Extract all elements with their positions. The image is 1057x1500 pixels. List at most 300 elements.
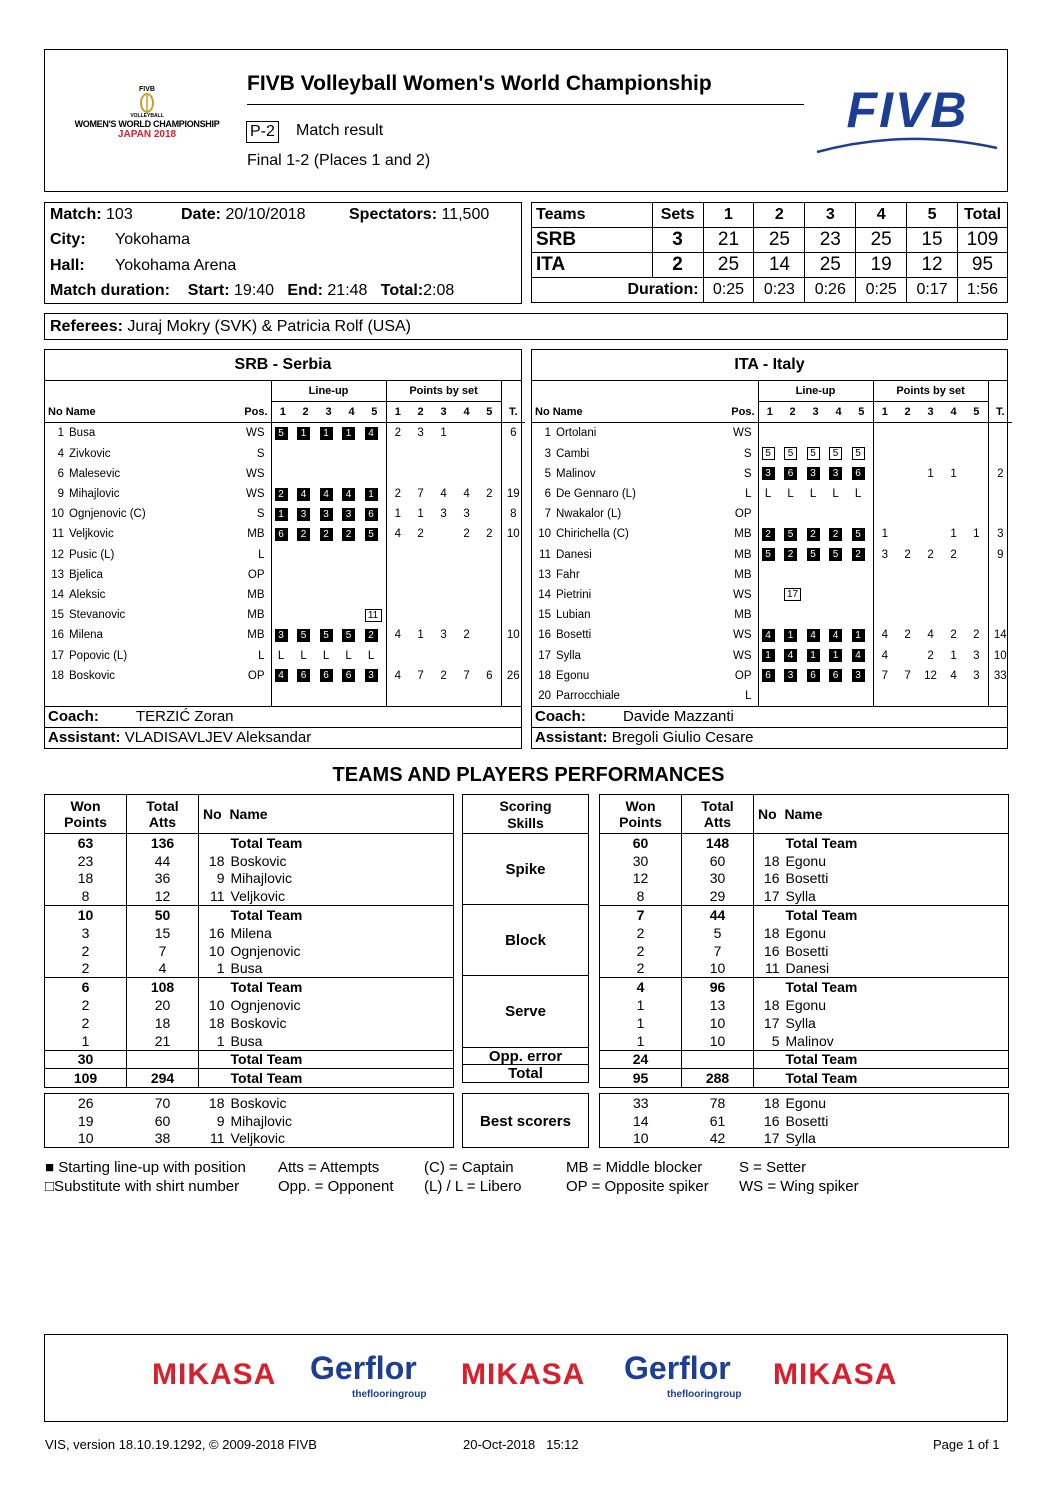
- set-points: [873, 464, 896, 484]
- lineup-cell: [271, 545, 386, 565]
- won-points: 2: [600, 960, 682, 978]
- total-player-points: [501, 444, 525, 464]
- set-points: 1: [440, 427, 447, 440]
- set-points: 2: [417, 528, 424, 541]
- perf-table: [599, 794, 1009, 1088]
- player-name: Egonu: [785, 852, 826, 869]
- player-position: MB: [217, 524, 271, 544]
- total-player-points: 2: [997, 467, 1004, 480]
- total-atts: 5: [682, 924, 754, 942]
- starting-position-box: 6: [297, 669, 310, 682]
- total-atts: 60: [154, 1112, 171, 1129]
- score-row-srb: [532, 228, 1008, 253]
- player-name: Danesi: [556, 548, 592, 561]
- won-points: 10: [77, 1130, 94, 1147]
- set-points: 4: [881, 649, 888, 662]
- player-name: Total Team: [784, 1050, 1009, 1069]
- total-atts: 10: [682, 1014, 754, 1032]
- perf-row: [600, 834, 1009, 852]
- set-points: 1: [950, 467, 957, 480]
- set-score: 25: [856, 228, 907, 253]
- starting-position-box: 2: [297, 528, 310, 541]
- won-points: 2: [600, 924, 682, 942]
- starting-position-box: 5: [365, 528, 378, 541]
- set-points: 4: [881, 629, 888, 642]
- total-atts: 10: [682, 1032, 754, 1050]
- assistant-label: Assistant:: [48, 729, 121, 746]
- player-row: [532, 666, 1012, 686]
- set-points: 2: [478, 484, 501, 504]
- player-row: [532, 423, 1012, 444]
- starting-position-box: 2: [320, 528, 333, 541]
- lineup-cell: [271, 423, 386, 444]
- player-number: 18: [538, 669, 551, 682]
- mikasa-logo: MIKASA: [152, 1358, 277, 1391]
- starting-position-box: 6: [784, 467, 797, 480]
- set-points: [919, 444, 942, 464]
- atts-label: Atts: [703, 814, 732, 830]
- set-points: [873, 444, 896, 464]
- date-row: Date: 20/10/2018: [181, 206, 306, 223]
- player-name: Bosetti: [785, 1112, 829, 1129]
- lineup-cell: [271, 464, 386, 484]
- footer-version: VIS, version 18.10.19.1292, © 2009-2018 FIVB: [45, 1437, 317, 1452]
- score-header: Total: [958, 203, 1008, 228]
- lineup-cell: [271, 666, 386, 686]
- starting-position-box: 4: [297, 488, 310, 501]
- player-position: WS: [217, 484, 271, 504]
- perf-row: [45, 960, 454, 978]
- won-points: 1: [45, 1032, 127, 1050]
- player-name: Total Team: [229, 834, 454, 852]
- set-points: [478, 645, 501, 665]
- fivb-logo-text: FIVB: [846, 82, 969, 138]
- set-header: 5: [363, 402, 386, 423]
- starting-position-box: 4: [784, 649, 797, 662]
- perf-row: [600, 870, 1009, 888]
- player-name: Pietrini: [556, 588, 592, 601]
- set-points: 2: [927, 649, 934, 662]
- set-points: 2: [394, 488, 401, 501]
- set-points: [919, 605, 942, 625]
- score-header: 4: [856, 203, 907, 228]
- total-atts: 288: [682, 1069, 754, 1088]
- total-player-points: [501, 545, 525, 565]
- set-score: 15: [907, 228, 958, 253]
- legend-opp: Opp. = Opponent: [278, 1178, 394, 1195]
- lineup-cell: [758, 625, 873, 645]
- set-score: 14: [754, 253, 805, 278]
- player-number: 1: [216, 1032, 225, 1049]
- lineup-cell: [271, 625, 386, 645]
- referees-label: Referees:: [50, 318, 123, 335]
- player-name: Ognjenovic (C): [69, 508, 146, 521]
- player-name: Bjelica: [69, 568, 103, 581]
- set-points: [478, 686, 501, 706]
- set-points: [386, 464, 409, 484]
- lineup-cell: [271, 444, 386, 464]
- set-header: 1: [271, 402, 294, 423]
- lineup-cell: [271, 686, 386, 706]
- lineup-cell: [271, 484, 386, 504]
- set-points: 3: [440, 508, 447, 521]
- total-duration: 1:56: [958, 278, 1008, 303]
- no-name-header: No Name: [199, 795, 454, 834]
- perf-row: [600, 924, 1009, 942]
- libero-mark: L: [367, 649, 375, 662]
- total-label: Total: [146, 798, 179, 814]
- player-number: 18: [763, 852, 780, 869]
- player-name: Ortolani: [556, 427, 597, 440]
- footer-timestamp: 20-Oct-2018 15:12: [463, 1437, 579, 1452]
- set-points: [919, 565, 942, 585]
- set-points: [478, 585, 501, 605]
- total-atts: 78: [709, 1094, 726, 1111]
- player-name: Egonu: [785, 1094, 826, 1111]
- player-name: Total Team: [229, 978, 454, 996]
- substitute-box: 5: [784, 447, 797, 460]
- hall-value: Yokohama Arena: [115, 257, 237, 274]
- won-points: 95: [600, 1069, 682, 1088]
- perf-row: [45, 834, 454, 852]
- player-row: [532, 565, 1012, 585]
- assistant-row: [45, 727, 521, 748]
- player-number: 18: [763, 997, 780, 1014]
- total-player-points: 6: [510, 427, 517, 440]
- blank-cell: [501, 381, 525, 402]
- coach-name: Davide Mazzanti: [623, 708, 734, 725]
- fivb-logo: [815, 82, 1000, 157]
- performance-table-left: [44, 794, 453, 1088]
- set-points: [942, 565, 965, 585]
- player-number: 11: [764, 960, 780, 977]
- player-number: 14: [538, 588, 551, 601]
- total-atts: 10: [682, 960, 754, 978]
- best-scorer-row: [45, 1094, 454, 1112]
- set-header: 4: [942, 402, 965, 423]
- won-points: 30: [600, 852, 682, 870]
- won-points: 18: [45, 870, 127, 888]
- total-atts: 7: [682, 942, 754, 960]
- volleyball-icon: [136, 93, 158, 113]
- points-by-set-header: Points by set: [873, 381, 988, 402]
- score-table: [531, 202, 1008, 303]
- event-logo: [62, 86, 232, 156]
- player-row: [45, 484, 525, 504]
- t-header: T.: [501, 402, 525, 423]
- total-atts: 38: [154, 1130, 171, 1147]
- player-row: [45, 585, 525, 605]
- set-points: 4: [394, 629, 401, 642]
- perf-row: [600, 887, 1009, 905]
- set-points: [432, 444, 455, 464]
- set-points: 2: [463, 528, 470, 541]
- set-points: [455, 686, 478, 706]
- player-position: WS: [704, 585, 758, 605]
- set-points: 2: [394, 427, 401, 440]
- player-row: [532, 484, 1012, 504]
- starting-position-box: 3: [762, 467, 775, 480]
- player-position: L: [217, 545, 271, 565]
- perf-table: [44, 794, 454, 1088]
- player-name: Malinov: [785, 1032, 834, 1049]
- set-points: [896, 645, 919, 665]
- player-position: MB: [217, 625, 271, 645]
- starting-position-box: 4: [365, 427, 378, 440]
- set-score: 21: [703, 228, 754, 253]
- coach-row: [532, 706, 1007, 727]
- player-number: 1: [216, 960, 225, 977]
- player-number: [754, 906, 784, 924]
- scoring-skills-column: [462, 794, 589, 1083]
- set-points: [896, 565, 919, 585]
- player-number: 10: [51, 508, 64, 521]
- pos-header: Pos.: [704, 402, 758, 423]
- set-points: [942, 605, 965, 625]
- player-number: 10: [208, 942, 225, 959]
- player-position: WS: [704, 423, 758, 444]
- starting-position-box: 5: [807, 548, 820, 561]
- set-header: 4: [455, 402, 478, 423]
- player-position: L: [217, 645, 271, 665]
- set-points: 1: [394, 508, 401, 521]
- set-points: [965, 565, 988, 585]
- total-player-points: [501, 464, 525, 484]
- player-number: [754, 1069, 784, 1088]
- player-name: Mihajlovic: [230, 870, 292, 887]
- won-points: 109: [45, 1069, 127, 1088]
- set-points: [919, 524, 942, 544]
- total-player-points: [988, 686, 1012, 706]
- set-points: [478, 423, 501, 444]
- won-points: 26: [77, 1094, 94, 1111]
- starting-position-box: 5: [342, 629, 355, 642]
- set-header: 3: [317, 402, 340, 423]
- perf-row: [600, 942, 1009, 960]
- set-score: 25: [805, 253, 856, 278]
- starting-position-box: 1: [275, 508, 288, 521]
- coach-row: [45, 706, 521, 727]
- starting-position-box: 2: [275, 488, 288, 501]
- city-label: City:: [50, 231, 86, 248]
- player-position: L: [704, 686, 758, 706]
- player-number: 17: [763, 1014, 780, 1031]
- starting-position-box: 1: [342, 427, 355, 440]
- score-header: Sets: [652, 203, 703, 228]
- set-points: [478, 504, 501, 524]
- skill-spike: Spike: [462, 834, 589, 905]
- player-name: Nwakalor (L): [556, 508, 622, 521]
- set-score: 25: [754, 228, 805, 253]
- best-scorer-row: [600, 1094, 1009, 1112]
- set-duration: 0:25: [703, 278, 754, 303]
- player-row: [45, 666, 525, 686]
- set-points: 2: [463, 629, 470, 642]
- player-number: 17: [763, 1130, 780, 1147]
- starting-position-box: 3: [829, 467, 842, 480]
- total-player-points: 8: [510, 508, 517, 521]
- set-points: 1: [950, 528, 957, 541]
- substitute-box: 5: [807, 447, 820, 460]
- won-points: 33: [632, 1094, 649, 1111]
- set-points: 3: [881, 548, 888, 561]
- total-atts: 7: [127, 942, 199, 960]
- lineup-cell: [758, 464, 873, 484]
- lineup-cell: [758, 524, 873, 544]
- referees-row: [50, 318, 411, 336]
- won-label: Won: [625, 798, 656, 814]
- player-number: 11: [209, 1130, 225, 1147]
- set-points: [478, 464, 501, 484]
- set-points: [386, 545, 409, 565]
- set-points: 7: [417, 669, 424, 682]
- player-name: Malinov: [556, 467, 596, 480]
- set-duration: 0:17: [907, 278, 958, 303]
- player-number: [199, 906, 229, 924]
- set-points: 4: [463, 488, 470, 501]
- player-position: S: [217, 504, 271, 524]
- won-points: 8: [600, 887, 682, 905]
- player-position: [217, 686, 271, 706]
- perf-row: [600, 996, 1009, 1014]
- set-points: 4: [950, 669, 957, 682]
- player-row: [45, 605, 525, 625]
- performances-title: TEAMS AND PLAYERS PERFORMANCES: [332, 764, 725, 786]
- gerflor-logo: Gerflor: [310, 1350, 417, 1386]
- lineup-cell: [758, 585, 873, 605]
- player-row: [45, 686, 525, 706]
- substitute-box: 17: [784, 588, 801, 601]
- roster-table: [45, 381, 525, 706]
- set-points: [942, 686, 965, 706]
- best-table: [44, 1093, 454, 1148]
- gerflor-logo: Gerflor: [624, 1350, 731, 1386]
- event-logo-line2: JAPAN 2018: [117, 129, 177, 140]
- player-position: WS: [217, 464, 271, 484]
- player-position: MB: [217, 585, 271, 605]
- match-date: 20/10/2018: [225, 206, 306, 223]
- player-name: Danesi: [785, 960, 830, 977]
- perf-row: [45, 924, 454, 942]
- total-player-points: 10: [506, 528, 520, 541]
- starting-position-box: 4: [852, 649, 865, 662]
- perf-row: [600, 1069, 1009, 1088]
- best-scorer-row: [600, 1112, 1009, 1130]
- set-points: [873, 484, 896, 504]
- set-points: [409, 545, 432, 565]
- lineup-header: Line-up: [271, 381, 386, 402]
- starting-position-box: 6: [342, 669, 355, 682]
- spectators-count: 11,500: [441, 206, 490, 223]
- gerflor-tagline: theflooringroup: [667, 1389, 742, 1400]
- total-player-points: [501, 605, 525, 625]
- player-row: [532, 585, 1012, 605]
- starting-position-box: 3: [320, 508, 333, 521]
- player-name: Boskovic: [230, 852, 287, 869]
- total-atts: 36: [127, 870, 199, 888]
- total-player-points: 19: [506, 488, 520, 501]
- player-name: Mihajlovic: [69, 488, 120, 501]
- no-name-header: No Name: [45, 402, 217, 423]
- total-atts: [682, 1050, 754, 1069]
- player-row: [45, 545, 525, 565]
- end-time: 21:48: [327, 282, 368, 299]
- total-player-points: [501, 645, 525, 665]
- lineup-header: Line-up: [758, 381, 873, 402]
- starting-position-box: 4: [807, 629, 820, 642]
- player-position: L: [704, 484, 758, 504]
- set-points: [432, 524, 455, 544]
- lineup-cell: [758, 423, 873, 444]
- event-logo-top: FIVB: [139, 86, 155, 93]
- total-player-points: 14: [993, 629, 1007, 642]
- starting-position-box: 1: [762, 649, 775, 662]
- starting-position-box: 1: [852, 629, 865, 642]
- player-number: [45, 686, 67, 706]
- starting-position-box: 5: [320, 629, 333, 642]
- lineup-cell: [758, 605, 873, 625]
- player-position: MB: [704, 524, 758, 544]
- total-time: 2:08: [423, 282, 455, 299]
- set-points: [873, 504, 896, 524]
- roster-ita: [531, 349, 1008, 749]
- player-number: 9: [57, 488, 64, 501]
- player-position: OP: [217, 565, 271, 585]
- set-header: 1: [386, 402, 409, 423]
- set-points: [432, 464, 455, 484]
- won-points: 2: [600, 942, 682, 960]
- document-type: Match result: [296, 122, 384, 139]
- player-name: Egonu: [556, 669, 590, 682]
- event-logo-middle: VOLLEYBALL: [130, 113, 164, 119]
- player-number: 16: [763, 1112, 780, 1129]
- won-points: 2: [45, 960, 127, 978]
- player-number: 18: [763, 1094, 780, 1111]
- set-header: 2: [781, 402, 804, 423]
- starting-position-box: 6: [365, 508, 378, 521]
- won-points: 1: [600, 996, 682, 1014]
- set-points: 3: [965, 666, 988, 686]
- set-points: [965, 605, 988, 625]
- perf-row: [45, 1032, 454, 1050]
- set-header: 3: [432, 402, 455, 423]
- set-points: [455, 545, 478, 565]
- player-name: Total Team: [784, 978, 1009, 996]
- set-points: [432, 545, 455, 565]
- won-points-header: [600, 795, 682, 834]
- player-number: [754, 834, 784, 852]
- perf-row: [45, 978, 454, 996]
- set-points: [873, 686, 896, 706]
- set-points: [478, 565, 501, 585]
- total-points: 95: [958, 253, 1008, 278]
- total-atts: [127, 1050, 199, 1069]
- player-name: Ognjenovic: [230, 997, 301, 1014]
- player-number: 13: [51, 568, 64, 581]
- player-name: Lubian: [556, 609, 591, 622]
- starting-position-box: 6: [807, 669, 820, 682]
- set-points: 3: [965, 645, 988, 665]
- starting-position-box: 2: [365, 629, 378, 642]
- total-player-points: [988, 565, 1012, 585]
- player-name: Malesevic: [69, 467, 121, 480]
- player-number: 10: [208, 997, 225, 1014]
- player-number: 17: [538, 649, 551, 662]
- set-score: 25: [703, 253, 754, 278]
- set-header: 5: [850, 402, 873, 423]
- team-code: ITA: [532, 253, 653, 278]
- player-number: 6: [57, 467, 64, 480]
